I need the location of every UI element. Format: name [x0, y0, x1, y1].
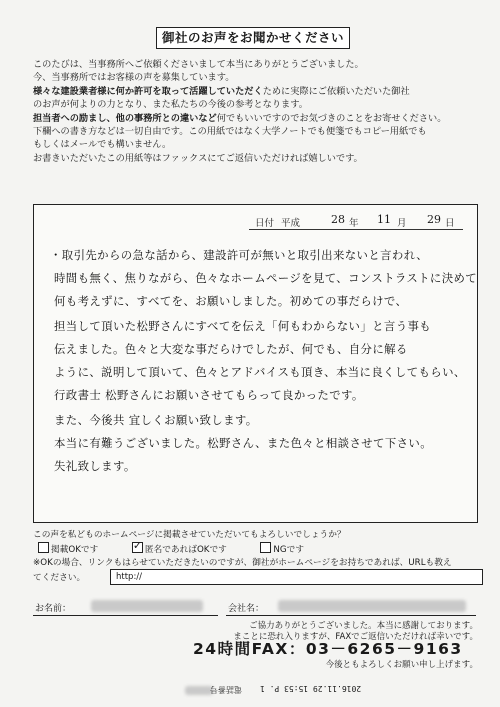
redacted-company — [278, 600, 466, 612]
company-field[interactable] — [226, 597, 476, 616]
name-field[interactable] — [33, 597, 218, 616]
intro-line: 今、当事務所ではお客様の声を募集しています。 — [33, 72, 235, 84]
link-note: てください。 — [33, 573, 86, 583]
handwritten-line: また、今後共 宜しくお願い致します。 — [54, 413, 258, 427]
handwritten-line: 伝えました。色々と大変な事だらけでしたが、何でも、自分に解る — [54, 342, 408, 356]
date-field — [249, 213, 463, 230]
handwritten-line: 失礼致します。 — [54, 459, 136, 473]
checkbox-anonymous-ok[interactable] — [132, 542, 143, 553]
intro-text-segment: ために実際にご依頼いただいた御社 — [262, 85, 410, 97]
handwritten-line: 行政書士 松野さんにお願いさせてもらって良かったです。 — [54, 388, 364, 402]
date-day-unit: 日 — [445, 218, 455, 229]
date-month-value: 11 — [377, 213, 391, 226]
intro-line: このたびは、当事務所へご依頼くださいまして本当にありがとうございました。 — [33, 59, 364, 70]
page-title: 御社のお声をお聞かせください — [156, 27, 350, 49]
option-label: 匿名であればOKです — [144, 545, 227, 555]
intro-line — [33, 85, 478, 98]
permission-question: この声を私どものホームページに掲載させていただいてもよろしいでしょうか？ — [33, 530, 346, 540]
date-month-unit: 月 — [397, 218, 407, 229]
checkbox-ng[interactable] — [260, 542, 271, 553]
intro-line: 下欄への書き方などは一切自由です。この用紙ではなく大学ノートでも便箋でもコピー用紙でも — [33, 126, 427, 138]
intro-emphasis: 様々な建設業者様に何か許可を取って活躍していただく — [33, 85, 263, 97]
fax-sender-label: 電話番号 — [210, 685, 242, 694]
handwritten-line: 何も考えずに、すべてを、お願いしました。初めての事だらけで、 — [54, 294, 408, 308]
option-label: NGです — [273, 545, 305, 555]
url-prefix: http:// — [116, 572, 143, 582]
fax-number: 24時間FAX：03－6265－9163 — [193, 640, 463, 658]
company-label: 会社名： — [228, 604, 265, 614]
closing-thanks: ご協力ありがとうございました。本当に感謝しております。 — [249, 621, 478, 631]
intro-line: お書きいただいたこの用紙等はファックスにてご返信いただければ嬉しいです。 — [33, 152, 363, 164]
fax-timestamp: 2016.11.29 15:53 P. 1 — [260, 684, 362, 693]
intro-emphasis: 担当者への励まし、他の事務所との違いなど — [33, 112, 217, 124]
fax-footer — [0, 684, 500, 698]
option-label: 掲載OKです — [51, 545, 99, 555]
date-day-value: 29 — [427, 213, 441, 226]
url-field[interactable] — [110, 569, 483, 585]
redacted-name — [91, 600, 203, 612]
intro-line: もしくはメールでも構いません。 — [33, 139, 172, 151]
comment-box — [33, 204, 478, 523]
checkbox-publish-ok[interactable] — [38, 542, 49, 553]
intro-line — [33, 112, 478, 125]
intro-text — [33, 58, 478, 165]
closing-regards: 今後ともよろしくお願い申し上げます。 — [325, 660, 478, 670]
handwritten-line: ・取引先からの急な話から、建設許可が無いと取引出来ないと言われ、 — [50, 248, 428, 262]
intro-text-segment: 何でもいいですのでお気づきのことをお寄せください。 — [216, 112, 447, 124]
date-year-unit: 年 — [349, 218, 359, 229]
link-note: ※OKの場合、リンクもはらせていただきたいのですが、御社がホームページをお持ちであれば、URLも教え — [33, 558, 452, 568]
handwritten-line: 本当に有難うございました。松野さん、また色々と相談させて下さい。 — [54, 436, 432, 450]
date-era: 平成 — [281, 218, 301, 229]
intro-line: のお声が何よりの力となり、また私たちの今後の参考となります。 — [33, 99, 308, 111]
handwritten-line: 時間も無く、焦りながら、色々なホームページを見て、コンストラストに決めて — [54, 271, 478, 285]
handwritten-line: 担当して頂いた松野さんにすべてを伝え「何もわからない」と言う事も — [54, 319, 432, 333]
date-label: 日付 — [255, 218, 275, 229]
name-label: お名前： — [35, 604, 72, 614]
handwritten-line: ように、説明して頂いて、色々とアドバイスも頂き、本当に良くしてもらい、 — [54, 365, 466, 379]
date-year-value: 28 — [331, 213, 345, 226]
closing-fax-request: まことに恐れ入りますが、FAXでご返信いただければ幸いです。 — [233, 632, 478, 642]
redacted-phone — [185, 686, 213, 695]
permission-options — [38, 542, 304, 555]
